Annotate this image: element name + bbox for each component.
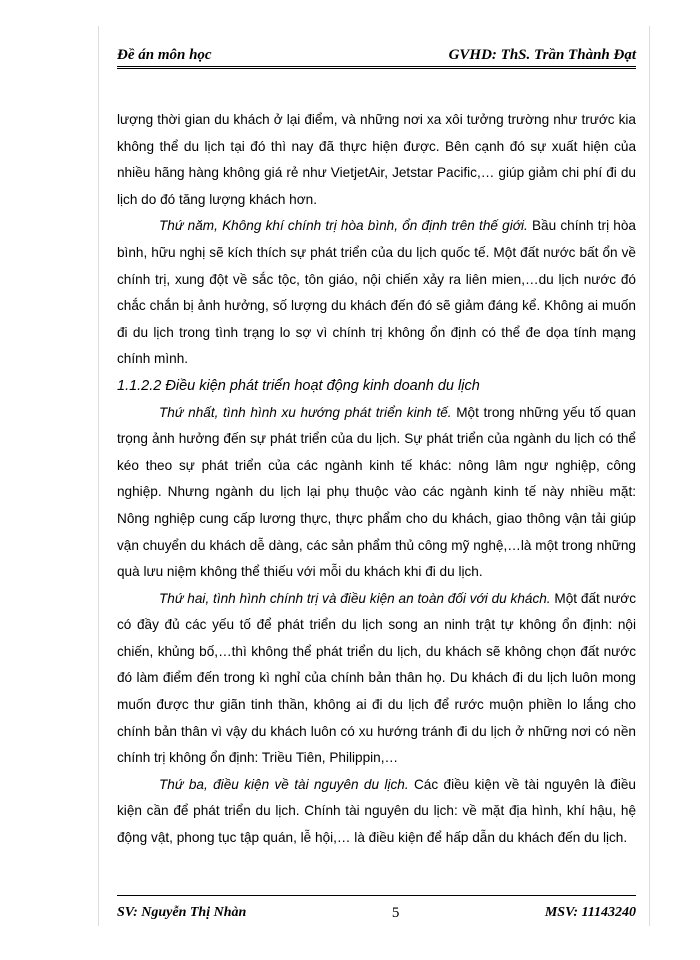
paragraph-4	[117, 586, 636, 772]
paragraph-2	[117, 213, 636, 373]
header-course-title: Đề án môn học	[117, 47, 212, 63]
paragraph-2-text: Bầu chính trị hòa bình, hữu nghị sẽ kích thích sự phát triển của du lịch quốc tế. Một đất nước bất ổn về chính trị, xung đột về sắc tộc, tôn giáo, nội chiến xảy ra liên mien,…du lịch nước đó chắc chắn bị ảnh hưởng, số lượng du khách đến đó sẽ giảm đáng kể. Không ai muốn đi du lịch trong tình trạng lo sợ vì chính trị không ổn định có thể đe dọa tính mạng chính mình.	[117, 218, 636, 367]
paragraph-2-lead: Thứ năm, Không khí chính trị hòa bình, ổn định trên thế giới.	[159, 218, 528, 234]
paragraph-5-lead: Thứ ba, điều kiện về tài nguyên du lịch.	[159, 776, 409, 792]
header-rule	[117, 66, 636, 69]
document-body	[117, 107, 636, 852]
paragraph-1: lượng thời gian du khách ở lại điểm, và những nơi xa xôi tưởng trường như trước kia không thể du lịch tại đó thì nay đã thực hiện được. Bên cạnh đó sự xuất hiện của nhiều hãng hàng không giá rẻ như VietjetAir, Jetstar Pacific,… giúp giảm chi phí đi du lịch do đó tăng lượng khách hơn.	[117, 112, 636, 207]
paragraph-5-text: Các điều kiện về tài nguyên là điều kiện cần để phát triển du lịch. Chính tài nguyên du lịch: về mặt địa hình, khí hậu, hệ động vật, phong tục tập quán, lễ hội,… là điều kiện để hấp dẫn du khách đến du lịch.	[117, 776, 636, 846]
section-subheading: 1.1.2.2 Điều kiện phát triển hoạt động kinh doanh du lịch	[117, 377, 480, 394]
footer-student: SV: Nguyễn Thị Nhàn	[117, 905, 247, 920]
footer-rule	[117, 895, 636, 896]
paragraph-3-text: Một trong những yếu tố quan trọng ảnh hưởng đến sự phát triển của du lịch. Sự phát triển của ngành du lịch có thể kéo theo sự phát triển của các ngành kinh tế khác: nông lâm ngư nghiệp, công nghiệp. Nhưng ngành du lịch lại phụ thuộc vào các ngành kinh tế này nhiều mặt: Nông nghiệp cung cấp lương thực, thực phẩm cho du khách, giao thông vận tải giúp vận chuyển du khách dễ dàng, các sản phẩm thủ công mỹ nghệ,…là một trong những quà lưu niệm không thể thiếu với mỗi du khách khi đi du lịch.	[117, 404, 636, 580]
page-number: 5	[391, 904, 400, 921]
page-footer	[117, 902, 636, 924]
paragraph-4-text: Một đất nước có đầy đủ các yếu tố để phát triển du lịch song an ninh trật tự không ổn định: nội chiến, khủng bố,…thì không thể phát triển du lịch, du khách sẽ không chọn đất nước đó làm điểm đến trong kì nghỉ của chính bản thân họ. Du khách đi du lịch luôn mong muốn được thư giãn tinh thần, không ai đi du lịch để rước muộn phiền lo lắng cho chính bản thân vì vậy du khách luôn có xu hướng tránh đi du lịch ở những nơi có nền chính trị không ổn định: Triều Tiên, Philippin,…	[117, 590, 636, 766]
paragraph-5	[117, 772, 636, 852]
header-supervisor: GVHD: ThS. Trần Thành Đạt	[448, 47, 636, 63]
paragraph-3-lead: Thứ nhất, tình hình xu hướng phát triển kinh tế.	[159, 404, 452, 420]
footer-student-id: MSV: 11143240	[544, 905, 636, 920]
paragraph-3	[117, 400, 636, 586]
paragraph-4-lead: Thứ hai, tình hình chính trị và điều kiện an toàn đối với du khách.	[159, 590, 551, 606]
page-header	[117, 40, 636, 64]
